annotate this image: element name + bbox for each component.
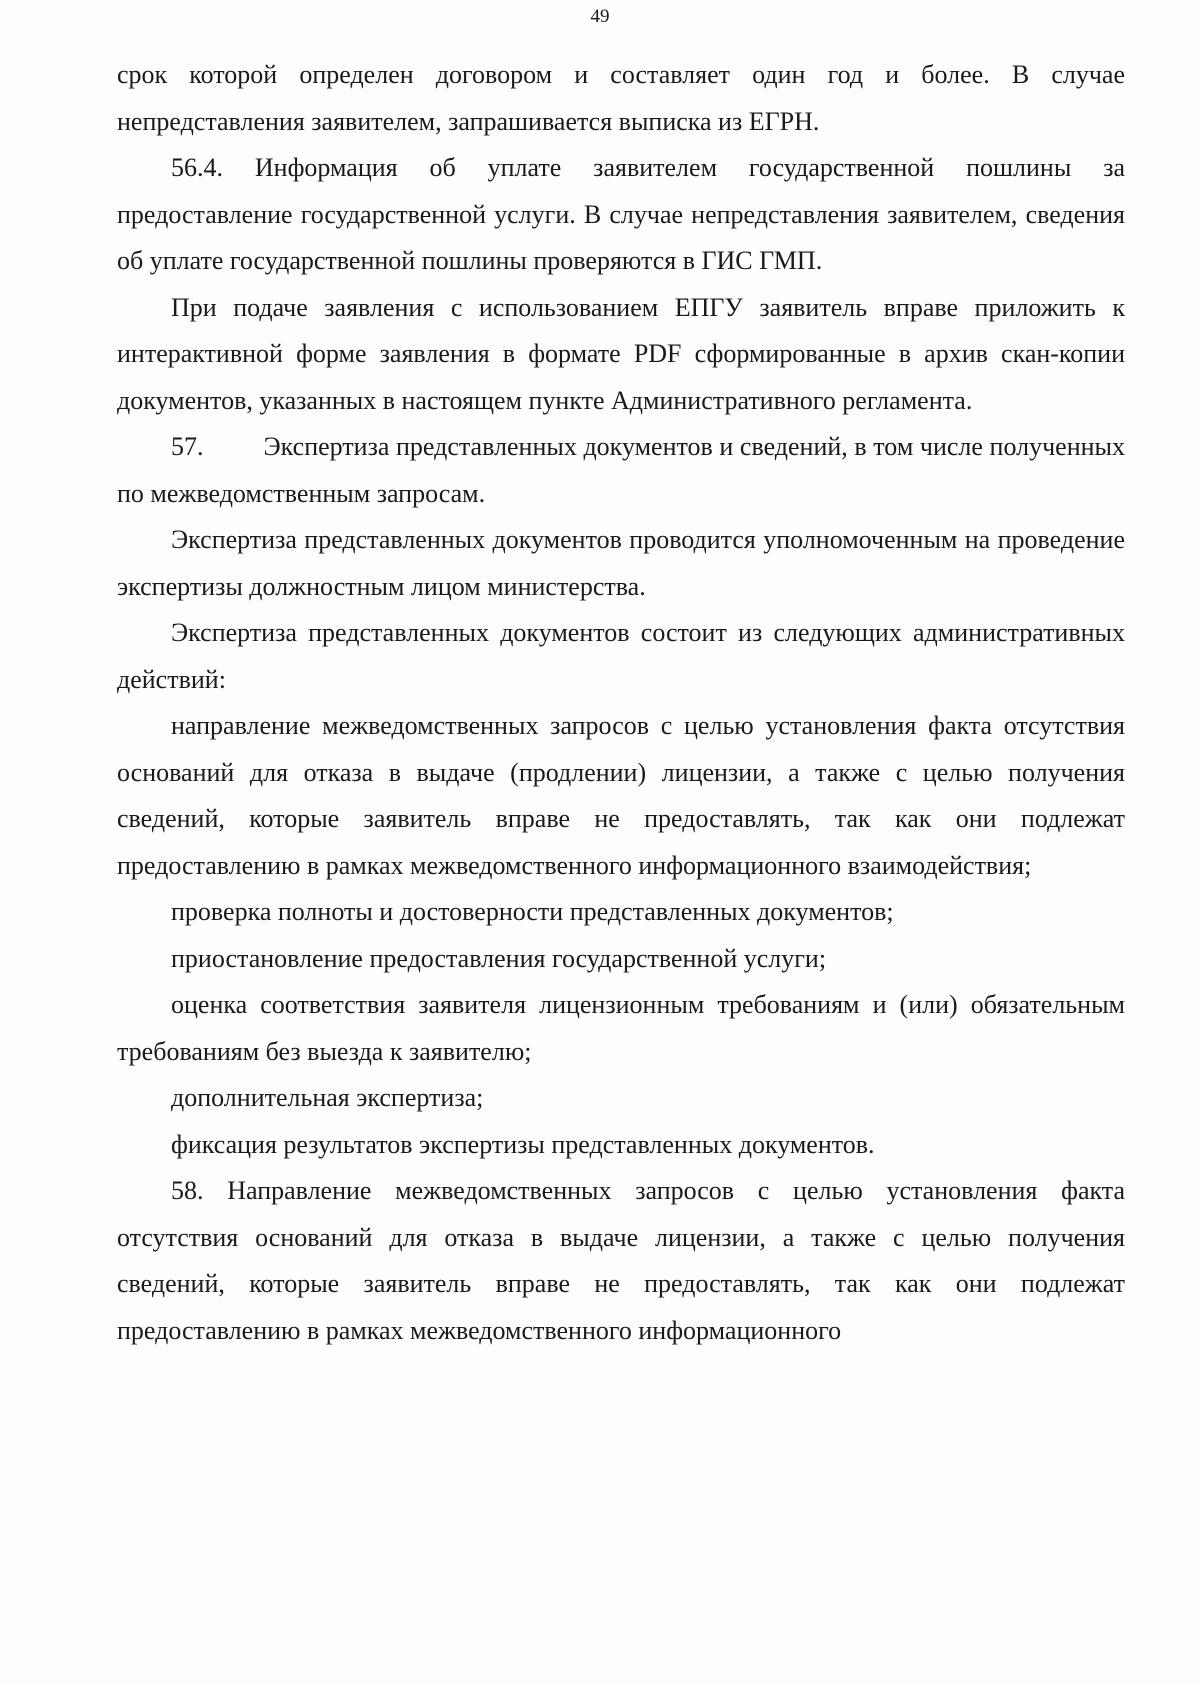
paragraph-continuation: срок которой определен договором и составляет один год и более. В случае непредставления заявителем, запрашивается выписка из ЕГРН. xyxy=(117,60,1125,136)
page-number: 49 xyxy=(590,6,610,27)
paragraph-expertise-by-official: Экспертиза представленных документов проводится уполномоченным на проведение экспертизы должностным лицом министерства. xyxy=(117,525,1125,601)
paragraph-expertise-consists: Экспертиза представленных документов состоит из следующих административных действий: xyxy=(117,618,1125,694)
list-item-fixation-results: фиксация результатов экспертизы представленных документов. xyxy=(171,1129,875,1159)
paragraph-57-text: Экспертиза представленных документов и сведений, в том числе полученных по межведомственным запросам. xyxy=(117,432,1125,508)
paragraph-epgu-pdf: При подаче заявления с использованием ЕПГУ заявитель вправе приложить к интерактивной форме заявления в формате PDF сформированные в архив скан-копии документов, указанных в настоящем пункте Административного регламента. xyxy=(117,292,1125,415)
paragraph-57 xyxy=(117,424,1125,517)
list-item-suspension: приостановление предоставления государственной услуги; xyxy=(171,943,827,973)
paragraph-58: 58. Направление межведомственных запросов с целью установления факта отсутствия оснований для отказа в выдаче лицензии, а также с целью получения сведений, которые заявитель вправе не предоставлять, так как они подлежат предоставлению в рамках межведомственного информационного xyxy=(117,1176,1125,1345)
list-item-completeness-check: проверка полноты и достоверности представленных документов; xyxy=(171,897,894,926)
paragraph-57-number: 57. xyxy=(171,432,204,461)
document-body xyxy=(117,52,1125,1354)
list-item-interagency-requests: направление межведомственных запросов с целью установления факта отсутствия оснований для отказа в выдаче (продлении) лицензии, а также с целью получения сведений, которые заявитель вправе не предоставлять, так как они подлежат предоставлению в рамках межведомственного информационного взаимодействия; xyxy=(117,711,1125,880)
list-item-additional-expertise: дополнительная экспертиза; xyxy=(171,1083,484,1112)
paragraph-56-4: 56.4. Информация об уплате заявителем государственной пошлины за предоставление государственной услуги. В случае непредставления заявителем, сведения об уплате государственной пошлины проверяются в ГИС ГМП. xyxy=(117,153,1125,275)
list-item-compliance-assessment: оценка соответствия заявителя лицензионным требованиям и (или) обязательным требованиям без выезда к заявителю; xyxy=(117,990,1125,1066)
